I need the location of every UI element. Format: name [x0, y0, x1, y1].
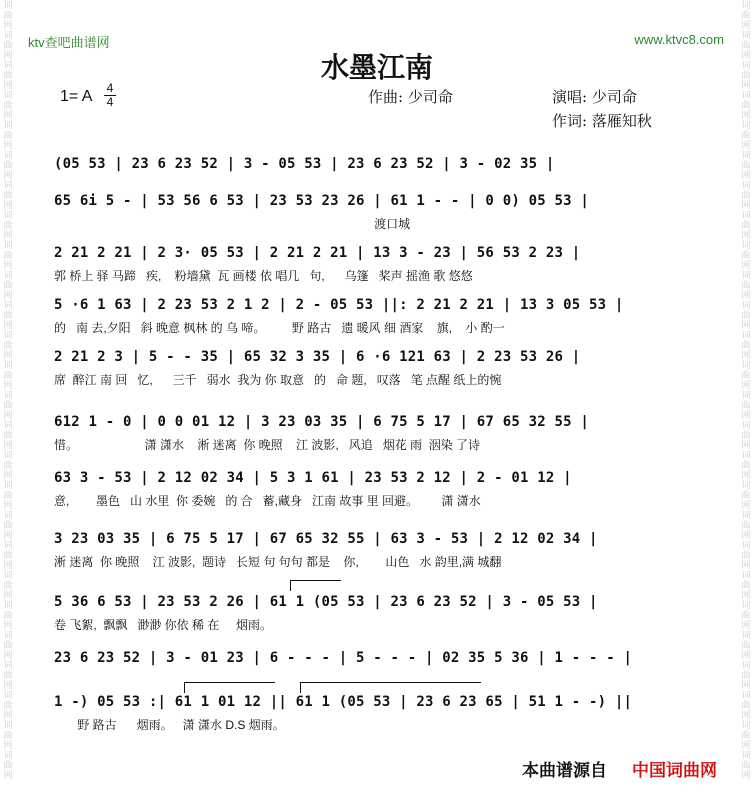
side-watermark-char: 曲	[741, 700, 751, 710]
side-watermark-char: 词	[741, 510, 751, 520]
side-watermark-char: 网	[741, 710, 751, 720]
side-watermark-char: 网	[741, 530, 751, 540]
notation-line: 65 6i 5 - | 53 56 6 53 | 23 53 23 26 | 61 1 - - | 0 0) 05 53 |	[54, 193, 589, 209]
side-watermark-char: 曲	[3, 160, 13, 170]
side-watermark-char: 网	[741, 200, 751, 210]
side-watermark-char: 曲	[741, 640, 751, 650]
side-watermark-char: 词	[3, 690, 13, 700]
side-watermark-char: 网	[741, 590, 751, 600]
side-watermark-char: 曲	[741, 400, 751, 410]
side-watermark-char: 曲	[741, 160, 751, 170]
lyric-line: 席 醉江 南 回 忆, 三千 弱水 我为 你 取意 的 命 题, 叹落 笔 点醒 纸上的惋	[54, 373, 502, 387]
time-bottom: 4	[104, 95, 116, 109]
side-watermark-char: 曲	[741, 730, 751, 740]
song-title: 水墨江南	[320, 51, 433, 84]
side-watermark-char: 词	[741, 480, 751, 490]
side-watermark-char: 词	[741, 570, 751, 580]
side-watermark-char: 词	[741, 30, 751, 40]
side-watermark-char: 网	[3, 230, 13, 240]
side-watermark-char: 网	[3, 380, 13, 390]
side-watermark-char: 曲	[3, 520, 13, 530]
side-watermark-char: 词	[3, 30, 13, 40]
volta-3	[300, 682, 481, 693]
lyric-line: 卷 飞絮, 飘飘 渺渺 你依 稀 在 烟雨。	[54, 618, 273, 632]
score-row	[54, 245, 694, 283]
side-watermark-char: 网	[741, 110, 751, 120]
side-watermark-char: 曲	[3, 220, 13, 230]
score-row	[54, 694, 694, 732]
side-watermark-char: 网	[741, 740, 751, 750]
side-watermark-char: 词	[741, 330, 751, 340]
watermark-left: ktv查吧曲谱网	[28, 35, 110, 50]
side-watermark-char: 曲	[741, 490, 751, 500]
side-watermark-char: 词	[3, 600, 13, 610]
lyric-line: 淅 迷离 你 晚照 江 波影, 题诗 长短 句 句句 都是 你, 山色 水 韵里,满 城翻	[54, 555, 502, 569]
score-row	[54, 193, 694, 231]
notation-line: 3 23 03 35 | 6 75 5 17 | 67 65 32 55 | 63 3 - 53 | 2 12 02 34 |	[54, 531, 598, 547]
side-watermark-char: 词	[3, 630, 13, 640]
side-watermark-char: 曲	[3, 10, 13, 20]
side-watermark-char: 曲	[3, 130, 13, 140]
composer-credit: 作曲: 少司命	[368, 88, 453, 106]
side-watermark-char: 词	[3, 0, 13, 10]
side-watermark-char: 网	[3, 350, 13, 360]
side-watermark-char: 网	[3, 80, 13, 90]
footer-source: 本曲谱源自	[522, 761, 607, 780]
side-watermark-char: 网	[3, 620, 13, 630]
side-watermark-char: 词	[741, 420, 751, 430]
side-watermark-char: 曲	[3, 250, 13, 260]
side-watermark-char: 网	[741, 230, 751, 240]
side-watermark-char: 网	[741, 350, 751, 360]
singer-credit: 演唱: 少司命	[552, 88, 637, 106]
side-watermark-char: 网	[741, 770, 751, 780]
score-row	[54, 594, 694, 632]
time-top: 4	[106, 81, 114, 95]
side-watermark-char: 曲	[741, 430, 751, 440]
side-watermark-char: 网	[741, 260, 751, 270]
side-watermark-char: 曲	[3, 370, 13, 380]
side-watermark-char: 曲	[3, 310, 13, 320]
side-watermark-char: 词	[3, 450, 13, 460]
side-watermark-char: 词	[741, 180, 751, 190]
score-row	[54, 650, 694, 684]
side-watermark-char: 曲	[741, 760, 751, 770]
side-watermark-char: 词	[741, 540, 751, 550]
side-watermark-char: 曲	[741, 610, 751, 620]
side-watermark-char: 网	[3, 410, 13, 420]
side-watermark-char: 词	[741, 150, 751, 160]
score-row	[54, 297, 694, 335]
lyricist-credit: 作词: 落雁知秋	[552, 112, 652, 130]
side-watermark-char: 曲	[741, 100, 751, 110]
side-watermark-char: 词	[3, 330, 13, 340]
side-watermark-char: 曲	[3, 580, 13, 590]
watermark-right: www.ktvc8.com	[634, 32, 724, 47]
side-watermark-char: 曲	[741, 280, 751, 290]
side-watermark-char: 曲	[3, 760, 13, 770]
side-watermark-char: 词	[3, 360, 13, 370]
side-watermark-char: 词	[741, 690, 751, 700]
side-watermark-char: 词	[3, 660, 13, 670]
side-watermark-char: 网	[741, 470, 751, 480]
side-watermark-char: 词	[741, 300, 751, 310]
volta-2	[184, 682, 275, 693]
side-watermark-char: 词	[741, 660, 751, 670]
side-watermark-char: 网	[3, 590, 13, 600]
side-watermark-char: 网	[741, 140, 751, 150]
notation-line: 5 36 6 53 | 23 53 2 26 | 61 1 (05 53 | 23 6 23 52 | 3 - 05 53 |	[54, 594, 598, 610]
side-watermark-char: 词	[741, 120, 751, 130]
side-watermark-char: 词	[741, 0, 751, 10]
score-row	[54, 470, 694, 508]
footer-site: 中国词曲网	[632, 761, 717, 780]
side-watermark-char: 网	[3, 110, 13, 120]
side-watermark-char: 网	[741, 290, 751, 300]
side-watermark-char: 网	[741, 620, 751, 630]
side-watermark-char: 词	[741, 630, 751, 640]
side-watermark-char: 词	[741, 240, 751, 250]
side-watermark-char: 网	[3, 170, 13, 180]
side-watermark-char: 词	[741, 720, 751, 730]
lyric-line: 野 路古 烟雨。 潇 潇水 D.S 烟雨。	[54, 718, 285, 732]
side-watermark-char: 曲	[3, 430, 13, 440]
side-watermark-char: 曲	[741, 520, 751, 530]
side-watermark-char: 网	[3, 530, 13, 540]
side-watermark-char: 词	[741, 360, 751, 370]
side-watermark-char: 网	[3, 440, 13, 450]
side-watermark-char: 词	[3, 300, 13, 310]
side-watermark-char: 曲	[741, 10, 751, 20]
score-row	[54, 531, 694, 569]
side-watermark-char: 曲	[3, 700, 13, 710]
side-watermark-char: 网	[3, 500, 13, 510]
side-watermark-char: 词	[3, 270, 13, 280]
side-watermark-char: 曲	[3, 490, 13, 500]
side-watermark-char: 曲	[741, 70, 751, 80]
side-watermark-char: 曲	[741, 370, 751, 380]
side-watermark-char: 曲	[741, 460, 751, 470]
side-watermark-char: 曲	[741, 670, 751, 680]
lyric-line: 的 南 去,夕阳 斜 晚意 枫林 的 乌 啼。 野 路古 遗 暖风 细 酒家 旗, 小 酌一	[54, 321, 505, 335]
side-watermark-left	[0, 0, 16, 804]
notation-line: 612 1 - 0 | 0 0 01 12 | 3 23 03 35 | 6 75 5 17 | 67 65 32 55 |	[54, 414, 589, 430]
side-watermark-char: 词	[3, 750, 13, 760]
side-watermark-char: 网	[3, 560, 13, 570]
side-watermark-char: 网	[741, 680, 751, 690]
notation-line: 2 21 2 3 | 5 - - 35 | 65 32 3 35 | 6 ·6 121 63 | 2 23 53 26 |	[54, 349, 581, 365]
side-watermark-char: 网	[741, 650, 751, 660]
side-watermark-char: 网	[741, 80, 751, 90]
side-watermark-char: 网	[741, 440, 751, 450]
side-watermark-char: 网	[3, 50, 13, 60]
side-watermark-char: 词	[741, 450, 751, 460]
side-watermark-char: 网	[3, 260, 13, 270]
side-watermark-char: 网	[3, 290, 13, 300]
side-watermark-char: 网	[741, 500, 751, 510]
side-watermark-char: 曲	[3, 340, 13, 350]
notation-line: 5 ·6 1 63 | 2 23 53 2 1 2 | 2 - 05 53 ||: 2 21 2 21 | 13 3 05 53 |	[54, 297, 624, 313]
side-watermark-char: 词	[3, 90, 13, 100]
side-watermark-char: 曲	[3, 190, 13, 200]
side-watermark-char: 曲	[3, 730, 13, 740]
side-watermark-char: 曲	[741, 310, 751, 320]
side-watermark-char: 词	[3, 150, 13, 160]
side-watermark-char: 网	[741, 20, 751, 30]
side-watermark-char: 词	[3, 480, 13, 490]
side-watermark-char: 网	[3, 320, 13, 330]
side-watermark-char: 曲	[3, 460, 13, 470]
side-watermark-char: 词	[3, 390, 13, 400]
volta-1	[290, 580, 341, 591]
side-watermark-char: 网	[3, 770, 13, 780]
side-watermark-char: 曲	[741, 250, 751, 260]
side-watermark-char: 网	[3, 20, 13, 30]
side-watermark-char: 曲	[3, 70, 13, 80]
key-signature: 1= A	[60, 88, 93, 105]
side-watermark-char: 曲	[3, 40, 13, 50]
side-watermark-char: 网	[741, 50, 751, 60]
side-watermark-char: 词	[741, 210, 751, 220]
notation-line: 2 21 2 21 | 2 3· 05 53 | 2 21 2 21 | 13 3 - 23 | 56 53 2 23 |	[54, 245, 581, 261]
lyric-line: 惜。 潇 潇水 淅 迷离 你 晚照 江 波影, 风追 烟花 雨 洇染 了诗	[54, 438, 481, 452]
side-watermark-char: 词	[741, 270, 751, 280]
side-watermark-char: 词	[3, 720, 13, 730]
side-watermark-char: 词	[741, 600, 751, 610]
side-watermark-char: 曲	[3, 400, 13, 410]
side-watermark-char: 词	[3, 510, 13, 520]
side-watermark-char: 网	[741, 410, 751, 420]
side-watermark-char: 词	[3, 240, 13, 250]
side-watermark-char: 网	[741, 170, 751, 180]
side-watermark-char: 网	[3, 140, 13, 150]
side-watermark-char: 词	[741, 390, 751, 400]
side-watermark-char: 曲	[3, 640, 13, 650]
side-watermark-char: 曲	[741, 130, 751, 140]
notation-line: 23 6 23 52 | 3 - 01 23 | 6 - - - | 5 - - - | 02 35 5 36 | 1 - - - |	[54, 650, 633, 666]
lyric-line: 意, 墨色 山 水里 你 委婉 的 合 蓄,藏身 江南 故事 里 回避。 潇 潇水	[54, 494, 481, 508]
side-watermark-char: 词	[3, 210, 13, 220]
side-watermark-char: 网	[3, 740, 13, 750]
notation-line: (05 53 | 23 6 23 52 | 3 - 05 53 | 23 6 23 52 | 3 - 02 35 |	[54, 156, 555, 172]
lyric-line: 郭 桥上 驿 马蹄 疾, 粉墙黛 瓦 画楼 依 唱几 句, 乌篷 桨声 摇渔 歌 悠悠	[54, 269, 473, 283]
side-watermark-char: 词	[741, 90, 751, 100]
side-watermark-char: 曲	[741, 340, 751, 350]
side-watermark-char: 网	[741, 560, 751, 570]
score-row	[54, 156, 694, 190]
side-watermark-char: 曲	[741, 550, 751, 560]
side-watermark-char: 曲	[741, 190, 751, 200]
side-watermark-char: 词	[3, 420, 13, 430]
side-watermark-char: 网	[3, 200, 13, 210]
side-watermark-char: 词	[3, 570, 13, 580]
side-watermark-char: 词	[741, 750, 751, 760]
side-watermark-right	[738, 0, 754, 804]
notation-line: 63 3 - 53 | 2 12 02 34 | 5 3 1 61 | 23 53 2 12 | 2 - 01 12 |	[54, 470, 572, 486]
side-watermark-char: 曲	[741, 40, 751, 50]
lyric-line: 渡口城	[54, 217, 411, 231]
side-watermark-char: 曲	[741, 580, 751, 590]
side-watermark-char: 网	[3, 710, 13, 720]
side-watermark-char: 网	[3, 470, 13, 480]
side-watermark-char: 曲	[3, 610, 13, 620]
side-watermark-char: 曲	[3, 280, 13, 290]
side-watermark-char: 网	[3, 650, 13, 660]
side-watermark-char: 网	[3, 680, 13, 690]
notation-line: 1 -) 05 53 :| 61 1 01 12 || 61 1 (05 53 | 23 6 23 65 | 51 1 - -) ||	[54, 694, 633, 710]
score-row	[54, 349, 694, 387]
side-watermark-char: 曲	[3, 100, 13, 110]
side-watermark-char: 网	[741, 320, 751, 330]
side-watermark-char: 网	[741, 380, 751, 390]
side-watermark-char: 曲	[3, 670, 13, 680]
side-watermark-char: 词	[741, 60, 751, 70]
side-watermark-char: 词	[3, 180, 13, 190]
score-row	[54, 414, 694, 452]
time-signature	[104, 82, 116, 109]
side-watermark-char: 词	[3, 120, 13, 130]
side-watermark-char: 曲	[741, 220, 751, 230]
side-watermark-char: 词	[3, 60, 13, 70]
side-watermark-char: 词	[3, 540, 13, 550]
side-watermark-char: 曲	[3, 550, 13, 560]
